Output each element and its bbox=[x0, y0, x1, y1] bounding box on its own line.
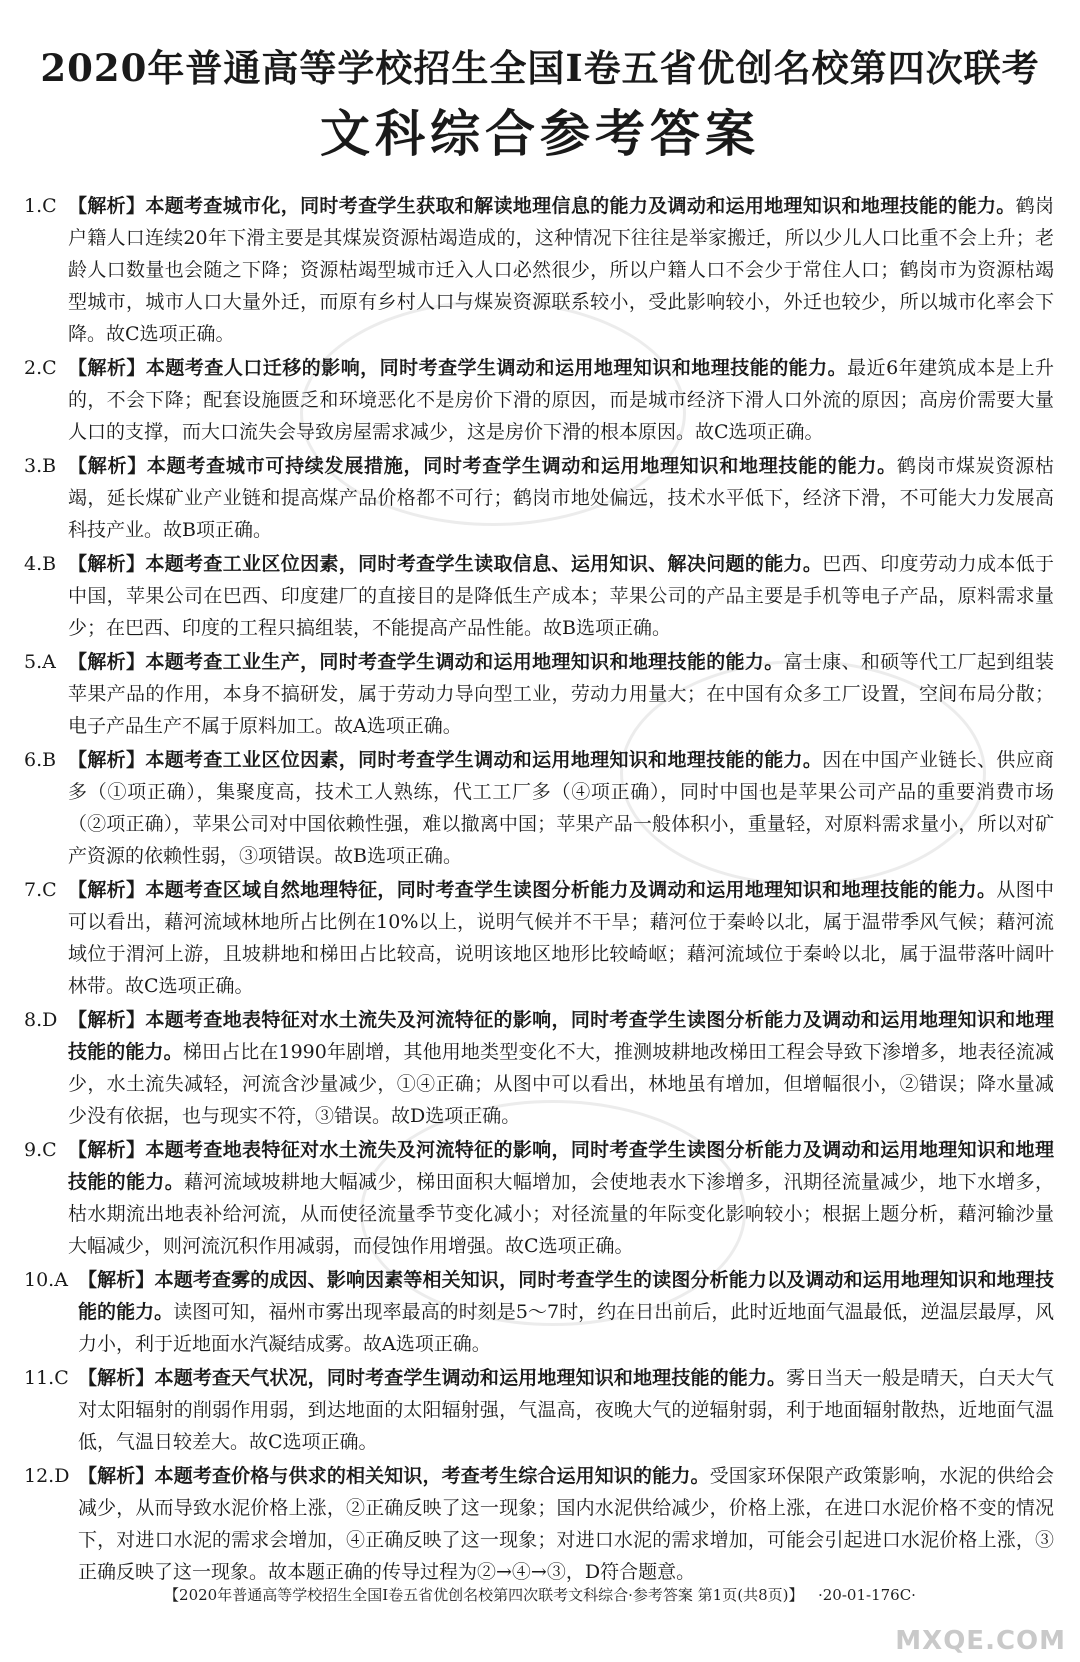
answer-item-9 bbox=[24, 1134, 1054, 1262]
answer-analysis-body: 因在中国产业链长、供应商多（①项正确），集聚度高，技术工人熟练，代工工厂多（④项正确），同时中国也是苹果公司产品的重要消费市场（②项正确），苹果公司对中国依赖性强，难以撤离中国；苹果产品一般体积小，重量轻，对原料需求量小，所以对矿产资源的依赖性弱，③项错误。故B选项正确。 bbox=[68, 749, 1054, 867]
answer-analysis-body: 受国家环保限产政策影响，水泥的供给会减少，从而导致水泥价格上涨，②正确反映了这一现象；国内水泥供给减少，价格上涨，在进口水泥价格不变的情况下，对进口水泥的需求会增加，④正确反映了这一现象；对进口水泥的需求增加，可能会引起进口水泥价格上涨，③正确反映了这一现象。故本题正确的传导过程为②→④→③，D符合题意。 bbox=[78, 1465, 1054, 1583]
answer-analysis-head: 【解析】本题考查地表特征对水土流失及河流特征的影响，同时考查学生读图分析能力及调动和运用地理知识和地理技能的能力。 bbox=[68, 1009, 1054, 1063]
answer-item-5 bbox=[24, 646, 1054, 742]
footer-text: 【2020年普通高等学校招生全国Ⅰ卷五省优创名校第四次联考文科综合·参考答案 第1页(共8页)】 bbox=[164, 1586, 796, 1604]
footer-code: ·20-01-176C· bbox=[817, 1586, 916, 1604]
answer-item-8 bbox=[24, 1004, 1054, 1132]
answer-item-3 bbox=[24, 450, 1054, 546]
answer-analysis-head: 【解析】本题考查工业区位因素，同时考查学生调动和运用地理知识和地理技能的能力。 bbox=[68, 749, 823, 771]
site-watermark: MXQE.COM bbox=[895, 1626, 1066, 1656]
answer-analysis-body: 鹤岗市煤炭资源枯竭，延长煤矿业产业链和提高煤产品价格都不可行；鹤岗市地处偏远，技术水平低下，经济下滑，不可能大力发展高科技产业。故B项正确。 bbox=[68, 455, 1054, 541]
answer-item-10 bbox=[24, 1264, 1054, 1360]
answer-analysis-body: 鹤岗户籍人口连续20年下滑主要是其煤炭资源枯竭造成的，这种情况下往往是举家搬迁，所以少儿人口比重不会上升；老龄人口数量也会随之下降；资源枯竭型城市迁入人口必然很少，所以户籍人口不会少于常住人口；鹤岗市为资源枯竭型城市，城市人口大量外迁，而原有乡村人口与煤炭资源联系较小，受此影响较小，外迁也较少，所以城市化率会下降。故C选项正确。 bbox=[68, 195, 1054, 345]
answer-item-12 bbox=[24, 1460, 1054, 1588]
answer-item-7 bbox=[24, 874, 1054, 1002]
answer-analysis-head: 【解析】本题考查价格与供求的相关知识，考查考生综合运用知识的能力。 bbox=[78, 1465, 710, 1487]
answer-analysis-head: 【解析】本题考查区域自然地理特征，同时考查学生读图分析能力及调动和运用地理知识和地理技能的能力。 bbox=[68, 879, 997, 901]
answer-number: 1.C bbox=[24, 195, 57, 217]
answer-number: 5.A bbox=[24, 651, 56, 673]
answer-item-2 bbox=[24, 352, 1054, 448]
answer-item-11 bbox=[24, 1362, 1054, 1458]
document-title: 文科综合参考答案 bbox=[320, 104, 760, 163]
answer-number: 3.B bbox=[24, 455, 57, 477]
answer-item-4 bbox=[24, 548, 1054, 644]
answer-analysis-body: 巴西、印度劳动力成本低于中国，苹果公司在巴西、印度建厂的直接目的是降低生产成本；苹果公司的产品主要是手机等电子产品，原料需求量少；在巴西、印度的工程只搞组装，不能提高产品性能。故B选项正确。 bbox=[68, 553, 1054, 639]
answer-analysis-head: 【解析】本题考查人口迁移的影响，同时考查学生调动和运用地理知识和地理技能的能力。 bbox=[68, 357, 848, 379]
answer-analysis-head: 【解析】本题考查地表特征对水土流失及河流特征的影响，同时考查学生读图分析能力及调动和运用地理知识和地理技能的能力。 bbox=[68, 1139, 1054, 1193]
answer-number: 11.C bbox=[24, 1367, 69, 1389]
answer-number: 8.D bbox=[24, 1009, 58, 1031]
answer-number: 9.C bbox=[24, 1139, 57, 1161]
answer-analysis-head: 【解析】本题考查城市可持续发展措施，同时考查学生调动和运用地理知识和地理技能的能力。 bbox=[68, 455, 897, 477]
answer-analysis-body: 梯田占比在1990年剧增，其他用地类型变化不大，推测坡耕地改梯田工程会导致下渗增多，地表径流减少，水土流失减轻，河流含沙量减少，①④正确；从图中可以看出，林地虽有增加，但增幅很小，②错误；降水量减少没有依据，也与现实不符，③错误。故D选项正确。 bbox=[68, 1041, 1054, 1127]
answer-analysis-body: 最近6年建筑成本是上升的，不会下降；配套设施匮乏和环境恶化不是房价下滑的原因，而是城市经济下滑人口外流的原因；高房价需要大量人口的支撑，而大口流失会导致房屋需求减少，这是房价下滑的根本原因。故C选项正确。 bbox=[68, 357, 1054, 443]
answer-item-6 bbox=[24, 744, 1054, 872]
exam-title: 2020年普通高等学校招生全国Ⅰ卷五省优创名校第四次联考 bbox=[40, 46, 1040, 90]
answer-number: 6.B bbox=[24, 749, 57, 771]
answer-item-1 bbox=[24, 190, 1054, 350]
answer-number: 12.D bbox=[24, 1465, 70, 1487]
answer-analysis-head: 【解析】本题考查雾的成因、影响因素等相关知识，同时考查学生的读图分析能力以及调动和运用地理知识和地理技能的能力。 bbox=[78, 1269, 1054, 1323]
answer-number: 7.C bbox=[24, 879, 57, 901]
answer-analysis-head: 【解析】本题考查天气状况，同时考查学生调动和运用地理知识和地理技能的能力。 bbox=[78, 1367, 787, 1389]
page-footer bbox=[0, 1584, 1080, 1606]
answer-analysis-body: 读图可知，福州市雾出现率最高的时刻是5～7时，约在日出前后，此时近地面气温最低，逆温层最厚，风力小，利于近地面水汽凝结成雾。故A选项正确。 bbox=[78, 1301, 1054, 1355]
answer-analysis-body: 富士康、和硕等代工厂起到组装苹果产品的作用，本身不搞研发，属于劳动力导向型工业，劳动力用量大；在中国有众多工厂设置，空间布局分散；电子产品生产不属于原料加工。故A选项正确。 bbox=[68, 651, 1054, 737]
answer-analysis-body: 藉河流域坡耕地大幅减少，梯田面积大幅增加，会使地表水下渗增多，汛期径流量减少，地下水增多，枯水期流出地表补给河流，从而使径流量季节变化减小；对径流量的年际变化影响较小；根据上题分析，藉河输沙量大幅减少，则河流沉积作用减弱，而侵蚀作用增强。故C选项正确。 bbox=[68, 1171, 1054, 1257]
answer-number: 4.B bbox=[24, 553, 57, 575]
answer-analysis-body: 从图中可以看出，藉河流域林地所占比例在10%以上，说明气候并不干旱；藉河位于秦岭以北，属于温带季风气候；藉河流域位于渭河上游，且坡耕地和梯田占比较高，说明该地区地形比较崎岖；藉河流域位于秦岭以北，属于温带落叶阔叶林带。故C选项正确。 bbox=[68, 879, 1054, 997]
answer-analysis-head: 【解析】本题考查工业区位因素，同时考查学生读取信息、运用知识、解决问题的能力。 bbox=[68, 553, 823, 575]
answer-number: 10.A bbox=[24, 1269, 68, 1291]
answer-number: 2.C bbox=[24, 357, 57, 379]
answer-analysis-body: 雾日当天一般是晴天，白天大气对太阳辐射的削弱作用弱，到达地面的太阳辐射强，气温高，夜晚大气的逆辐射弱，利于地面辐射散热，近地面气温低，气温日较差大。故C选项正确。 bbox=[78, 1367, 1054, 1453]
answer-analysis-head: 【解析】本题考查城市化，同时考查学生获取和解读地理信息的能力及调动和运用地理知识和地理技能的能力。 bbox=[68, 195, 1016, 217]
answer-analysis-head: 【解析】本题考查工业生产，同时考查学生调动和运用地理知识和地理技能的能力。 bbox=[68, 651, 784, 673]
answer-list bbox=[24, 190, 1054, 1590]
